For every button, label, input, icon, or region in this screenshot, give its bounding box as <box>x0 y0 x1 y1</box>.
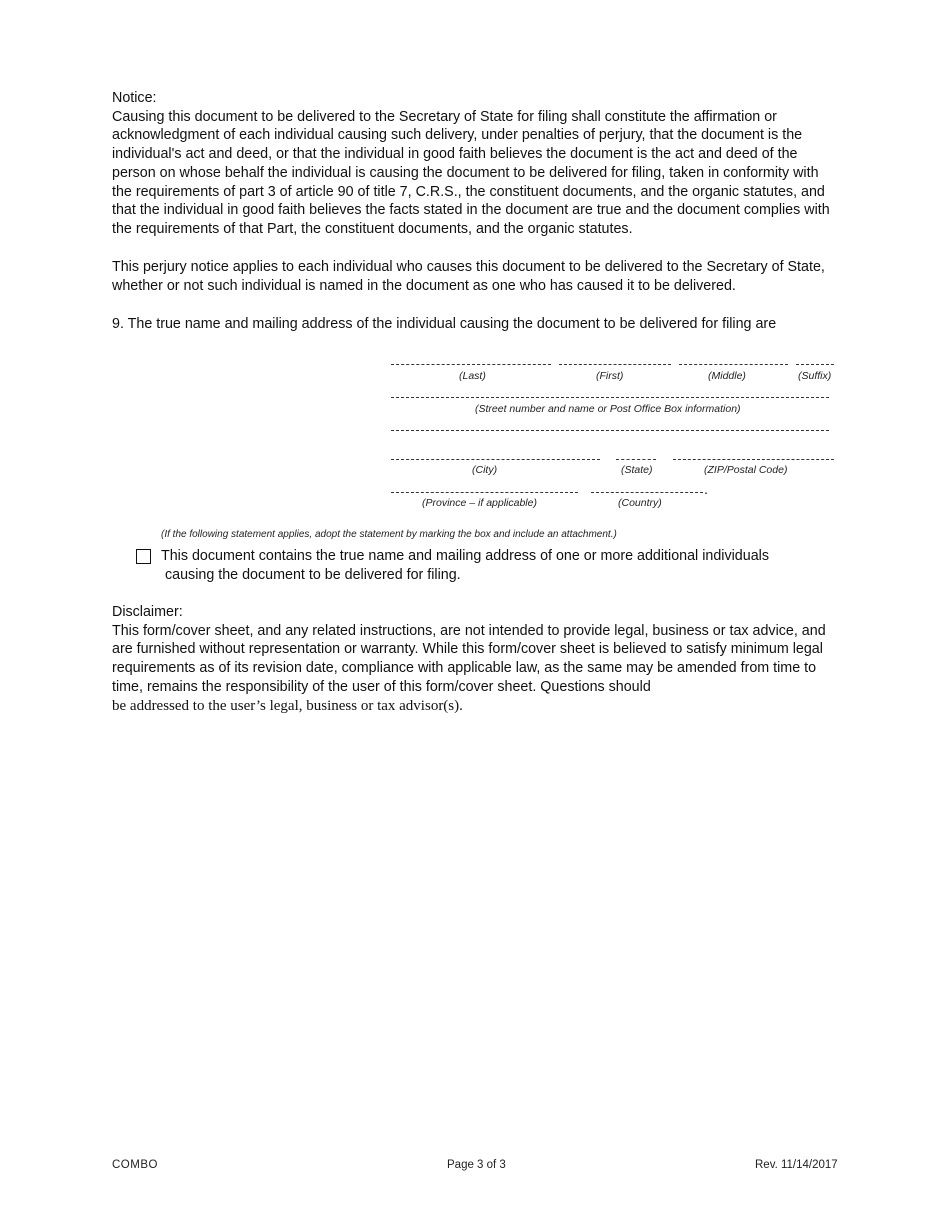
middle-name-field[interactable] <box>679 364 788 365</box>
street-continuation-field[interactable] <box>391 430 829 431</box>
disclaimer-tail: be addressed to the user’s legal, business or tax advisor(s). <box>112 697 463 714</box>
city-label: (City) <box>472 464 498 476</box>
state-label: (State) <box>621 464 653 476</box>
street-field[interactable] <box>391 397 829 398</box>
footer-page-number: Page 3 of 3 <box>447 1159 506 1171</box>
notice-section <box>112 89 842 239</box>
country-label: (Country) <box>618 497 662 509</box>
middle-label: (Middle) <box>708 370 746 382</box>
country-field[interactable] <box>591 492 703 493</box>
province-label: (Province – if applicable) <box>422 497 537 509</box>
disclaimer-section <box>112 603 842 715</box>
zip-field[interactable] <box>673 459 834 460</box>
attachment-statement-line2: causing the document to be delivered for filing. <box>165 567 461 583</box>
country-period: . <box>704 481 708 497</box>
footer-revision: Rev. 11/14/2017 <box>755 1159 838 1171</box>
first-name-field[interactable] <box>559 364 671 365</box>
suffix-field[interactable] <box>796 364 834 365</box>
attachment-instruction: (If the following statement applies, adopt the statement by marking the box and include an attachment.) <box>161 529 617 540</box>
attachment-statement-line1: This document contains the true name and mailing address of one or more additional individuals <box>161 548 769 564</box>
street-label: (Street number and name or Post Office Box information) <box>475 403 741 415</box>
item-9-text: 9. The true name and mailing address of the individual causing the document to be delivered for filing are <box>112 316 777 332</box>
notice-heading: Notice: <box>112 90 157 106</box>
last-name-field[interactable] <box>391 364 551 365</box>
province-field[interactable] <box>391 492 578 493</box>
notice-body: Causing this document to be delivered to the Secretary of State for filing shall constitute the affirmation or acknowledgment of each individual causing such delivery, under penalties of perjury, that the document is the individual's act and deed, or that the individual in good faith believes the document is the act and deed of the person on whose behalf the individual is causing the document to be delivered for filing, taken in conformity with the requirements of part 3 of article 90 of title 7, C.R.S., the constituent documents, and the organic statutes, and that the individual in good faith believes the facts stated in the document are true and the document complies with the requirements of that Part, the constituent documents, and the organic statutes. <box>112 108 830 237</box>
disclaimer-heading: Disclaimer: <box>112 604 183 620</box>
city-field[interactable] <box>391 459 600 460</box>
additional-individuals-checkbox[interactable] <box>136 549 151 564</box>
disclaimer-body: This form/cover sheet, and any related instructions, are not intended to provide legal, business or tax advice, and are furnished without representation or warranty. While this form/cover sheet is believed to satisfy minimum legal requirements as of its revision date, compliance with applicable law, as the same may be amended from time to time, remains the responsibility of the user of this form/cover sheet. Questions should <box>112 622 826 695</box>
footer-form-code: COMBO <box>112 1159 158 1171</box>
zip-label: (ZIP/Postal Code) <box>704 464 788 476</box>
last-label: (Last) <box>459 370 486 382</box>
perjury-notice: This perjury notice applies to each individual who causes this document to be delivered to the Secretary of State, whether or not such individual is named in the document as one who has caused it to be delivered. <box>112 259 825 294</box>
state-field[interactable] <box>616 459 656 460</box>
first-label: (First) <box>596 370 624 382</box>
suffix-label: (Suffix) <box>798 370 832 382</box>
